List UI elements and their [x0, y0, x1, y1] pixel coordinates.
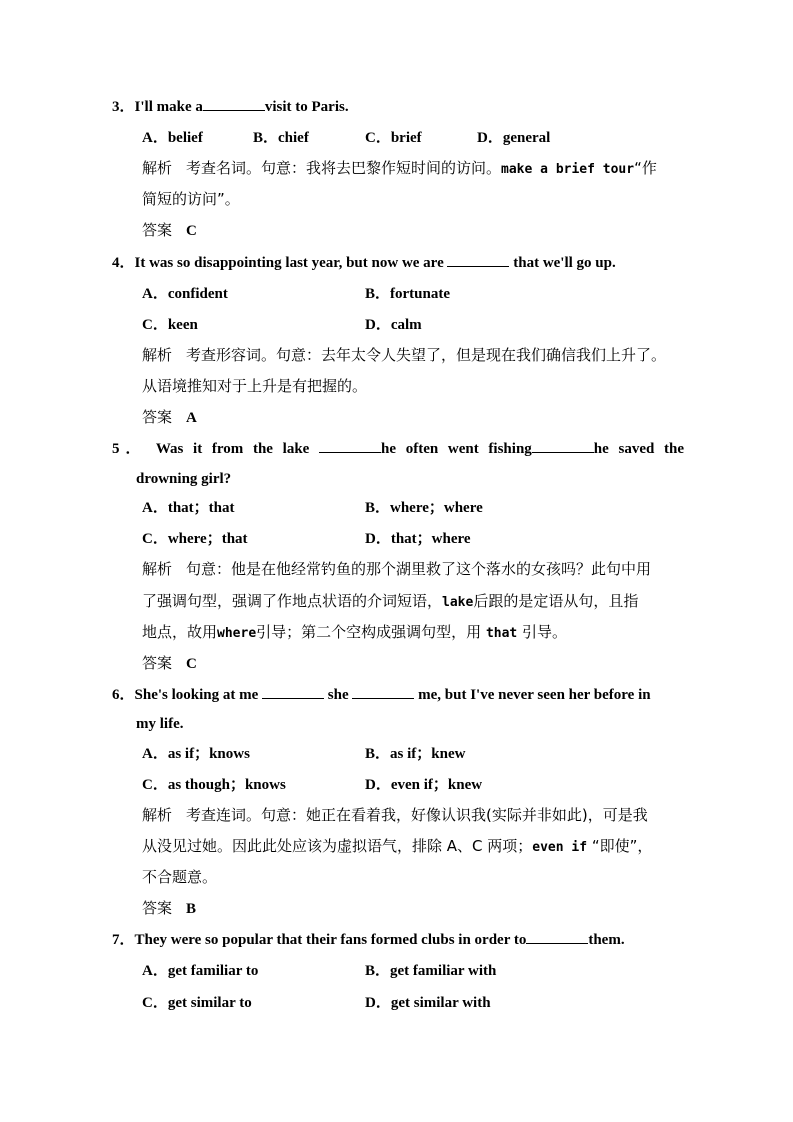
option-c: C．brief — [365, 130, 422, 146]
question-number: 3． — [112, 99, 135, 115]
question-5-stem: 5． Was it from the lake he often went fishing he saved the — [112, 434, 684, 464]
analysis-line: 解析 句意：他是在他经常钓鱼的那个湖里救了这个落水的女孩吗？此句中用 — [142, 560, 652, 578]
question-3-stem: 3．I'll make a visit to Paris. — [112, 92, 684, 122]
answer-line — [142, 893, 196, 924]
option-a: A．that；that — [142, 500, 235, 516]
option-a: A．as if；knows — [142, 746, 250, 762]
answer-blank — [526, 929, 588, 944]
answer-blank — [262, 684, 324, 699]
option-d: D．even if；knew — [365, 777, 483, 793]
answer-blank — [319, 438, 381, 453]
question-7-stem: 7．They were so popular that their fans formed clubs in order to them. — [112, 925, 684, 955]
analysis-line: 简短的访问”。 — [142, 190, 240, 208]
question-number: 7． — [112, 932, 135, 948]
option-b: B．as if；knew — [365, 746, 466, 762]
answer-value: C — [186, 656, 197, 672]
answer-value: C — [186, 223, 197, 239]
question-6-stem: 6．She's looking at me she me, but I've never seen her before in — [112, 680, 684, 710]
answer-line — [142, 402, 197, 433]
question-number: 4． — [112, 255, 135, 271]
analysis-line: 从语境推知对于上升是有把握的。 — [142, 377, 368, 395]
option-d: D．get similar with — [365, 995, 491, 1011]
answer-line — [142, 215, 197, 246]
question-number: 5． — [112, 441, 147, 457]
option-c: C．get similar to — [142, 995, 252, 1011]
analysis-line: 解析 考查名词。句意：我将去巴黎作短时间的访问。make a brief tour“作 — [142, 159, 657, 177]
analysis-line: 了强调句型，强调了作地点状语的介词短语，lake后跟的是定语从句，且指 — [142, 592, 639, 610]
option-c: C．where；that — [142, 531, 248, 547]
answer-blank — [447, 252, 509, 267]
option-b: B．chief — [253, 130, 309, 146]
option-d: D．general — [477, 130, 551, 146]
question-6-stem-continued: my life. — [136, 716, 184, 732]
option-b: B．get familiar with — [365, 963, 497, 979]
question-5-stem-continued: drowning girl? — [136, 471, 232, 487]
analysis-label: 解析 — [142, 346, 173, 364]
answer-line — [142, 648, 197, 679]
analysis-line: 不合题意。 — [142, 868, 218, 886]
answer-label: 答案 — [142, 899, 173, 917]
question-4-stem: 4．It was so disappointing last year, but now we are that we'll go up. — [112, 248, 684, 278]
option-b: B．where；where — [365, 500, 483, 516]
answer-value: A — [186, 410, 197, 426]
analysis-label: 解析 — [142, 159, 173, 177]
question-number: 6． — [112, 687, 135, 703]
analysis-line: 解析 考查连词。句意：她正在看着我，好像认识我(实际并非如此)，可是我 — [142, 806, 648, 824]
analysis-line: 解析 考查形容词。句意：去年太令人失望了，但是现在我们确信我们上升了。 — [142, 346, 667, 364]
answer-blank — [532, 438, 594, 453]
answer-label: 答案 — [142, 408, 173, 426]
answer-blank — [203, 96, 265, 111]
option-d: D．that；where — [365, 531, 471, 547]
analysis-line: 从没见过她。因此此处应该为虚拟语气，排除 A、C 两项；even if “即使”， — [142, 837, 653, 855]
option-a: A．confident — [142, 286, 228, 302]
option-c: C．as though；knows — [142, 777, 286, 793]
analysis-label: 解析 — [142, 560, 173, 578]
analysis-label: 解析 — [142, 806, 173, 824]
option-d: D．calm — [365, 317, 422, 333]
answer-label: 答案 — [142, 654, 173, 672]
option-a: A．get familiar to — [142, 963, 259, 979]
analysis-line: 地点，故用where引导；第二个空构成强调句型，用 that 引导。 — [142, 623, 568, 641]
answer-label: 答案 — [142, 221, 173, 239]
option-b: B．fortunate — [365, 286, 450, 302]
answer-blank — [352, 684, 414, 699]
answer-value: B — [186, 901, 197, 917]
option-a: A．belief — [142, 130, 203, 146]
option-c: C．keen — [142, 317, 198, 333]
